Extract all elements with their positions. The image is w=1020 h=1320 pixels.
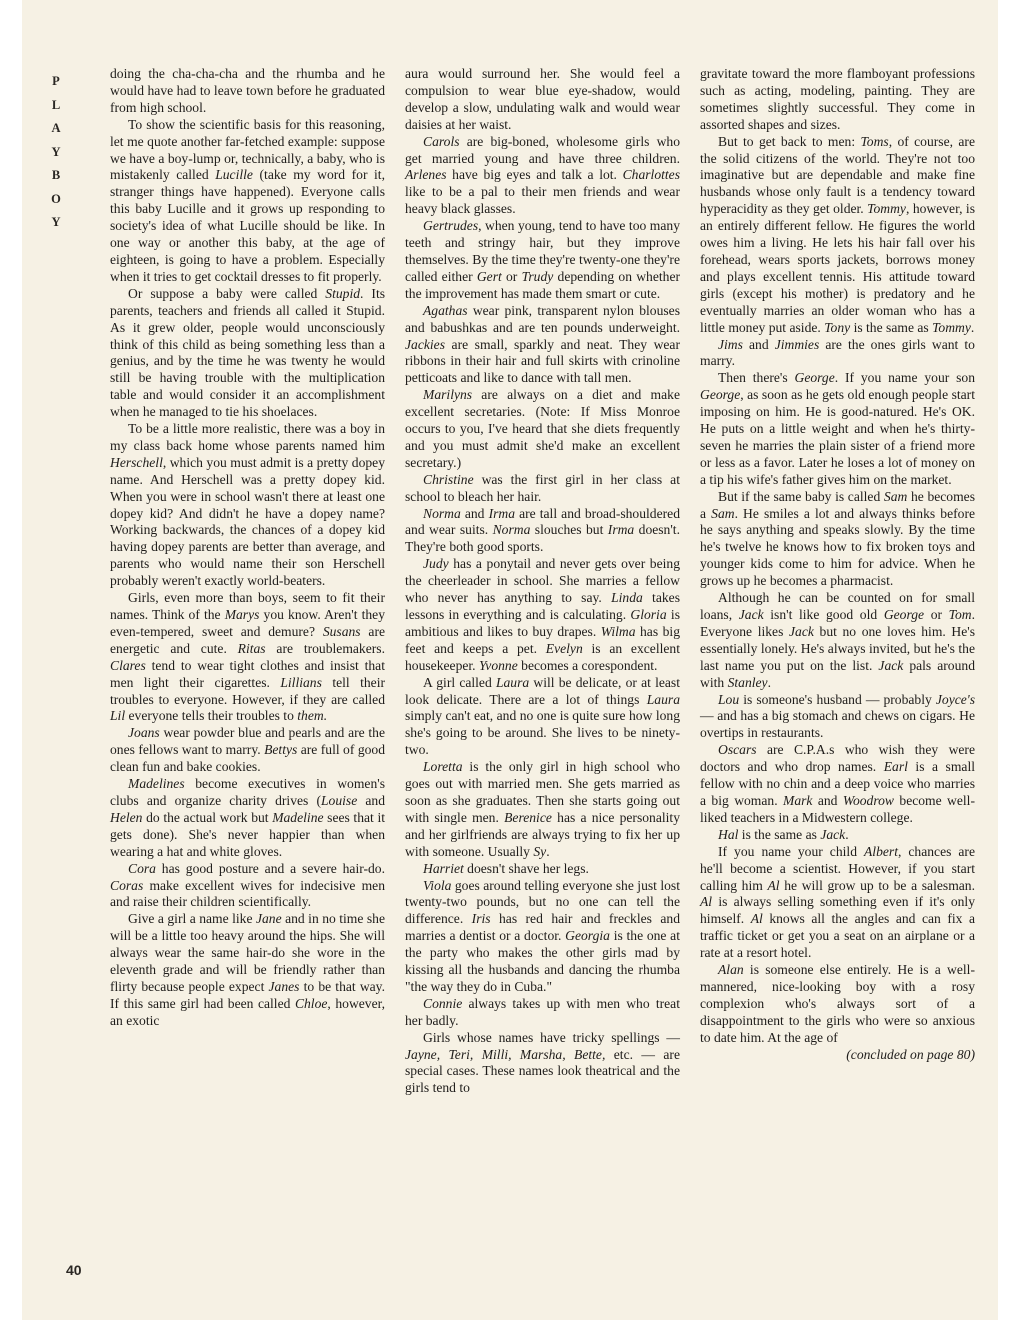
masthead-letter: Y [51, 144, 61, 159]
body-paragraph: If you name your child Albert, chances are he'll become a scientist. However, if you start calling him Al he will grow up to be a salesman. Al is always selling something even if it's only himself. Al knows all the angles and can fix a traffic ticket or get you a seat on an airplane or a rate at a resort hotel. [700, 843, 976, 961]
body-paragraph: Norma and Irma are tall and broad-shouldered and wear suits. Norma slouches but Irma doesn't. They're both good sports. [405, 505, 680, 555]
body-paragraph: But to get back to men: Toms, of course, are the solid citizens of the world. They're not too imaginative but are dependable and make fine husbands whose only fault is a tendency toward hyperacidity as they get older. Tommy, however, is an entirely different fellow. He figures the world owes him a living. He lets his hair fall over his forehead, wears sports jackets, borrows money and plays excellent tennis. His attitude toward girls (except his mother) is predatory and he eventually marries an older woman who has a little money put aside. Tony is the same as Tommy. [700, 133, 975, 335]
body-paragraph: Agathas wear pink, transparent nylon blouses and babushkas and are ten pounds underweight. Jackies are small, sparkly and neat. They wear ribbons in their hair and full skirts with crinoline petticoats and like to dance with tall men. [405, 302, 680, 386]
body-paragraph: Madelines become executives in women's clubs and organize charity drives (Louise and Helen do the actual work but Madeline sees that it gets done). She's never happier than when wearing a hat and white gloves. [110, 776, 385, 859]
masthead-letter: L [51, 97, 61, 112]
body-paragraph: Lou is someone's husband — probably Joyce's — and has a big stomach and chews on cigars. He overtips in restaurants. [700, 691, 975, 741]
magazine-page [22, 0, 998, 1320]
body-paragraph: Gertrudes, when young, tend to have too many teeth and stringy hair, but they improve themselves. By the time they're twenty-one they're called either Gert or Trudy depending on whether the improvement has made them smart or cute. [405, 218, 680, 301]
body-paragraph: To be a little more realistic, there was a boy in my class back home whose parents named him Herschell, which you must admit is a pretty dopey name. And Herschell was a pretty dopey kid. When you were in school wasn't there at least one dopey kid? And didn't he have a dopey name? Working backwards, the chances of a dopey kid having dopey parents are better than average, and parents who would name their son Herschell probably weren't exactly world-beaters. [110, 421, 385, 589]
body-paragraph: Or suppose a baby were called Stupid. Its parents, teachers and friends all called it Stupid. As it grew older, people would unconsciously think of this child as being something less than a genius, and by the time he was twenty he would still be having trouble with the multiplication table and would consider it an accomplishment when he managed to tie his shoelaces. [110, 285, 386, 420]
body-paragraph: Judy has a ponytail and never gets over being the cheerleader in school. She marries a fellow who never has anything to say. Linda takes lessons in everything and is calculating. Gloria is ambitious and likes to buy drapes. Wilma has big feet and keeps a pet. Evelyn is an excellent housekeeper. Yvonne becomes a corespondent. [405, 556, 680, 673]
body-paragraph: aura would surround her. She would feel a compulsion to wear blue eye-shadow, would develop a slow, undulating walk and would wear daisies at her waist. [405, 66, 680, 132]
body-paragraph: A girl called Laura will be delicate, or at least look delicate. There are a lot of things Laura simply can't eat, and no one is quite sure how long she's going to be around. She lives to be ninety-two. [405, 674, 680, 758]
masthead-letter: P [52, 74, 60, 88]
body-paragraph: Hal is the same as Jack. [718, 826, 849, 842]
masthead-letter: B [51, 168, 61, 182]
body-paragraph: Joans wear powder blue and pearls and are the ones fellows want to marry. Bettys are full of good clean fun and bake cookies. [110, 725, 386, 775]
body-paragraph: Then there's George. If you name your son George, as soon as he gets old enough people start imposing on him. He is good-natured. He's OK. He puts on a little weight and when he's thirty-seven he marries the plain sister of a friend more or less as a favor. Later he loses a lot of money on a tip his wife's father gives him on the market. [700, 370, 975, 487]
page-number: 40 [66, 1262, 82, 1278]
body-paragraph: doing the cha-cha-cha and the rhumba and he would have had to leave town before he graduated from high school. [110, 66, 385, 115]
body-paragraph: Carols are big-boned, wholesome girls who get married young and have three children. Arlenes have big eyes and talk a lot. Charlottes like to be a pal to their men friends and wear heavy black glasses. [405, 133, 680, 217]
body-paragraph: Jims and Jimmies are the ones girls want to marry. [700, 336, 975, 369]
text-column-1 [110, 66, 385, 1030]
magazine-masthead [48, 70, 64, 235]
body-paragraph: Cora has good posture and a severe hair-do. Coras make excellent wives for indecisive men and raise their children scientifically. [110, 860, 385, 910]
text-column-3 [700, 66, 975, 1063]
body-paragraph: But if the same baby is called Sam he becomes a Sam. He smiles a lot and always thinks before he says anything and speaks slowly. By the time he's twelve he knows how to fix broken toys and younger kids come to him for advice. When he grows up he becomes a pharmacist. [700, 488, 976, 589]
body-paragraph: Girls, even more than boys, seem to fit their names. Think of the Marys you know. Aren't they even-tempered, sweet and demure? Susans are energetic and cute. Ritas are troublemakers. Clares tend to wear tight clothes and insist that men light their cigarettes. Lillians tell their troubles to everyone. However, if they are called Lil everyone tells their troubles to them. [110, 590, 386, 724]
body-paragraph: gravitate toward the more flamboyant professions such as acting, modeling, painting. They are sometimes slightly successful. They come in assorted shapes and sizes. [700, 66, 975, 132]
body-paragraph: Give a girl a name like Jane and in no time she will be a little too heavy around the hips. She will always wear the same hair-do she wore in the eleventh grade and will be friendly rather than flirty because people expect Janes to be that way. If this same girl had been called Chloe, however, an exotic [110, 911, 386, 1028]
body-paragraph: Connie always takes up with men who treat her badly. [405, 995, 680, 1028]
body-paragraph: Girls whose names have tricky spellings — Jayne, Teri, Milli, Marsha, Bette, etc. — are special cases. These names look theatrical and the girls tend to [405, 1029, 680, 1096]
body-paragraph: Christine was the first girl in her class at school to bleach her hair. [405, 471, 680, 504]
body-paragraph: Harriet doesn't shave her legs. [423, 860, 589, 876]
masthead-letter: Y [51, 215, 61, 229]
body-paragraph: Alan is someone else entirely. He is a well-mannered, nice-looking boy with a rosy complexion who's always sort of a disappointment to the girls who were so anxious to date him. At the age of [700, 962, 975, 1045]
masthead-letter: O [51, 191, 61, 206]
body-paragraph: To show the scientific basis for this reasoning, let me quote another far-fetched example: suppose we have a boy-lump or, technically, a baby, who is mistakenly called Lucille (take my word for it, stranger things have happened). Everyone calls this baby Lucille and it grows up responding to society's idea of what Lucille should be like. In one way or another this baby, at the age of eighteen, is going to have a problem. Especially when it tries to get cocktail dresses to fit properly. [110, 116, 385, 284]
body-paragraph: (concluded on page 80) [846, 1046, 975, 1062]
text-column-2 [405, 66, 680, 1097]
body-paragraph: Loretta is the only girl in high school who goes out with married men. She gets married as soon as she graduates. Then she starts going out with single men. Berenice has a nice personality and her girlfriends are always trying to fix her up with someone. Usually Sy. [405, 759, 680, 859]
body-paragraph: Marilyns are always on a diet and make excellent secretaries. (Note: If Miss Monroe occurs to you, I've heard that she diets frequently and you must admit she'd make an excellent secretary.) [405, 387, 680, 470]
masthead-letter: A [51, 121, 61, 135]
body-paragraph: Viola goes around telling everyone she just lost twenty-two pounds, but no one can tell the difference. Iris has red hair and freckles and marries a dentist or a doctor. Georgia is the one at the party who makes the other girls mad by kissing all the husbands and dancing the rhumba "the way they do in Cuba." [405, 877, 680, 994]
body-paragraph: Oscars are C.P.A.s who wish they were doctors and who drop names. Earl is a small fellow with no chin and a deep voice who marries a big woman. Mark and Woodrow become well-liked teachers in a Midwestern college. [700, 742, 976, 825]
body-paragraph: Although he can be counted on for small loans, Jack isn't like good old George or Tom. Everyone likes Jack but no one loves him. He's essentially lonely. He's always invited, but he's the last name you put on the list. Jack pals around with Stanley. [700, 590, 976, 690]
